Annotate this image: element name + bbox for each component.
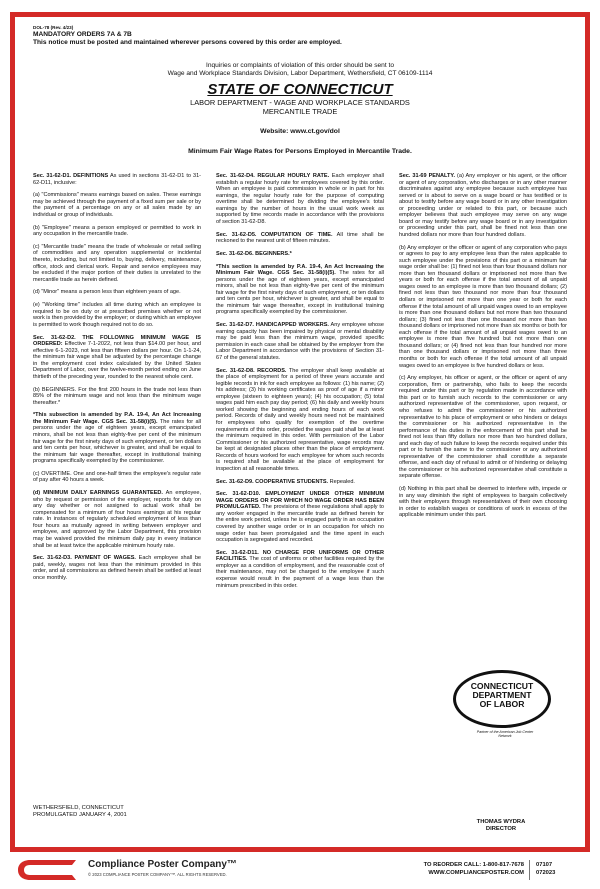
section-text: Each employer shall establish a regular hourly rate for employees covered by this order. When an employee is paid commission in whole or in part for his earnings, the regular hourly rate for the purpose of computing overtime shall be determined by dividing the employee's total earnings by the number of hours in the usual work week as supported by time records made in accordance with the provisions of section 31-62-D8.: [216, 173, 384, 225]
section-text: (e) "Working time" includes all time during which an employee is required to be on duty or at prescribed premises whether or not work is then provided by the employer; or during which an employee is permitted to work though required not to do so.: [33, 302, 201, 328]
copyright: © 2023 COMPLIANCE POSTER COMPANY™. ALL RIGHTS RESERVED.: [88, 872, 227, 877]
inquiries-line-2: Wage and Workplace Standards Division, Labor Department, Wethersfield, CT 06109-1114: [167, 70, 433, 77]
trade-name: MERCANTILE TRADE: [262, 107, 338, 116]
posting-notice: This notice must be posted and maintained wherever persons covered by this order are employed.: [33, 39, 342, 46]
section-text: Each employee shall be paid, weekly, wages not less than the minimum provided in this order, and all commissions as defined herein shall be settled at least once monthly.: [33, 555, 201, 581]
section-text: The employer shall keep available at the place of employment for a period of three years accurate and legible records in ink for each employee as follows: (1) his name; (2) his address; (3) his working certificates as proof of age if a minor employee (sixteen to eighteen years); (4) his occupation; (5) total wages paid him each pay day period; (6) his daily and weekly hours worked showing the beginning and ending hours of each work period. Records of daily and weekly hours need not be maintained for employees who qualify for exemption of the overtime requirements of this order, provided the wages paid shall be at least the minimum required in this order. With permission of the Labor Commissioner or his authorized representative, wage records may be kept at designated places other than the place of employment. Records of hours worked for each employee for whom such records is required shall be available at the place of employment for inspection at all reasonable times.: [216, 367, 385, 472]
company-name: Compliance Poster Company™: [88, 859, 237, 870]
director-title: DIRECTOR: [485, 826, 517, 832]
section-text: (c) Any employer, his officer or agent, or the officer or agent of any corporation, firm or partnership, who fails to keep the records required under this part or by regulation made in accordance with this part or to furnish such records to the commissioner or any authorized representative of the commissioner, upon request, or who refuses to admit the commissioner or his authorized representative to his place of employment or who hinders or delays the commissioner or his authorized representative in the performance of his duties in the enforcement of this part shall be fined not less than fifty dollars nor more than two hundred dollars, and each day of such failure to keep the records required under this part or to furnish the same to the commissioner or any authorized representative of the commissioner shall constitute a separate offense, and each day of refusal to admit or of hindering or delaying the commissioner or his authorized representative shall constitute a separate offense.: [399, 375, 567, 480]
section-heading: Sec. 31-62-D9. COOPERATIVE STUDENTS.: [216, 478, 329, 485]
section-text: (d) "Minor" means a person less than eighteen years of age.: [33, 289, 181, 296]
section-heading: Sec. 31-62-D1. DEFINITIONS: [33, 173, 109, 179]
col1-paragraph: [33, 225, 201, 238]
col2-paragraph: [216, 173, 384, 225]
col1-paragraph: [33, 471, 201, 484]
section-heading: Sec. 31-62-D11. NO CHARGE FOR UNIFORMS OR OTHER FACILITIES.: [216, 549, 384, 563]
column-2: [216, 173, 384, 595]
section-heading: (d) MINIMUM DAILY EARNINGS GUARANTEED.: [33, 490, 163, 497]
form-number: DOL-78 (Rev. 4/23): [33, 25, 74, 30]
col2-paragraph: [216, 491, 384, 543]
subtitle: Minimum Fair Wage Rates for Persons Employed in Mercantile Trade.: [188, 148, 412, 155]
section-heading: Sec. 31-62-D7. HANDICAPPED WORKERS.: [216, 322, 329, 329]
col3-paragraph: [399, 245, 567, 369]
section-text: Any employee whose earning capacity has been impaired by physical or mental disability may be paid less than the minimum wage, provided specific permission in each case shall be obtained by the employer from the Labor Department in accordance with the provisions of Section 31-67 of the general statutes.: [216, 322, 384, 361]
department-name: LABOR DEPARTMENT - WAGE AND WORKPLACE STANDARDS: [190, 98, 410, 107]
column-3: [399, 173, 567, 525]
mandatory-orders: MANDATORY ORDERS 7A & 7B: [33, 31, 132, 38]
col3-paragraph: [399, 486, 567, 519]
logo-line-2: DEPARTMENT: [472, 690, 532, 700]
logo-tagline: Partner of the American Job Center Network: [476, 730, 534, 738]
col3-paragraph: [399, 173, 567, 238]
reorder-web: WWW.COMPLIANCEPOSTER.COM: [428, 869, 524, 876]
reorder-info: [380, 862, 524, 877]
section-text: The rates for all persons under the age of eighteen years, except emancipated minors, shall be not less than eighty-five per cent of the minimum fair wage for the first ninety days of such employment, or ten dollars and ten cents per hour, whichever is greater, and shall be equal to the minimum fair wage thereafter, except in institutional training programs specifically exempted by the commissioner.: [33, 418, 201, 465]
text-columns: [33, 173, 567, 713]
section-heading: *This subsection is amended by P.A. 19-4, An Act Increasing the Minimum Fair Wage. CGS Sec. 31-58(i)(5).: [33, 412, 201, 425]
column-1: [33, 173, 201, 588]
col1-paragraph: [33, 412, 201, 464]
ct-dol-logo: [453, 670, 551, 742]
section-text: (d) Nothing in this part shall be deemed to interfere with, impede or in any way diminish the right of employees to bargain collectively with their employers through representatives of their own choosing in order to establish wages or conditions of work in excess of the applicable minimum under this part.: [399, 486, 567, 519]
section-heading: Sec. 31-62-D4. REGULAR HOURLY RATE.: [216, 173, 330, 179]
poster-border: [10, 12, 590, 852]
col1-paragraph: [33, 173, 201, 186]
section-text: (b) BEGINNERS. For the first 200 hours in the trade not less than 85% of the minimum wage and not less than the minimum wage thereafter.*: [33, 386, 201, 406]
logo-line-3: OF LABOR: [479, 699, 525, 709]
section-heading: *This section is amended by P.A. 19-4, An Act Increasing the Minimum Fair Wage. CGS Sec. 31-58(i)(5).: [216, 263, 384, 277]
website-line: Website: www.ct.gov/dol: [260, 128, 340, 135]
poster-code: 07107: [536, 862, 553, 868]
svg-text:CPC: CPC: [30, 865, 52, 877]
cpc-logo-icon: [16, 859, 78, 881]
logo-line-1: CONNECTICUT: [470, 681, 534, 691]
section-text: An employee, who by request or permission of the employer, reports for duty on any day whether or not assigned to actual work shall be compensated for a minimum of four hours earnings at his regular rate. In instances of regularly scheduled employment of less than four hours as mutually agreed in writing between employer and employee, and approved by the Labor Department, this provision may be waived provided the minimum daily pay in every instance shall be at least twice the applicable minimum hourly rate.: [33, 490, 201, 549]
promulgated-line: PROMULGATED JANUARY 4, 2001: [33, 812, 127, 818]
state-title: STATE OF CONNECTICUT: [207, 81, 393, 98]
bottom-bar: [0, 852, 600, 889]
col2-paragraph: [216, 550, 384, 589]
col1-paragraph: [33, 387, 201, 407]
col3-paragraph: [399, 375, 567, 480]
col2-paragraph: [216, 368, 384, 473]
signature-block: [445, 819, 557, 833]
director-name: THOMAS WYDRA: [476, 819, 526, 825]
reorder-phone: TO REORDER CALL: 1-800-817-7678: [423, 862, 524, 868]
col2-paragraph: [216, 264, 384, 316]
section-text: (a) Any employer or his agent, or the officer or agent of any corporation, who discharges or in any other manner discriminates against any employee because such employee has served or is about to serve on a wage board or has testified or is about to testify before any wage board or in any other investigation or proceeding under or related to this part, or because such employer believes that such employee may serve on any wage board or may testify before any wage board or in any investigation or proceeding under this part, shall be fined not less than one hundred dollars nor more than four hundred dollars.: [399, 173, 567, 238]
col2-paragraph: [216, 251, 384, 258]
revision-code: 072023: [536, 869, 556, 876]
section-heading: Sec. 31-69 PENALTY.: [399, 173, 456, 179]
col1-paragraph: [33, 244, 201, 283]
col1-paragraph: [33, 490, 201, 549]
col1-paragraph: [33, 555, 201, 581]
section-text: All time shall be reckoned to the nearest unit of fifteen minutes.: [216, 231, 384, 245]
col2-paragraph: [216, 232, 384, 245]
poster-content: [33, 25, 567, 832]
section-text: (a) "Commissions" means earnings based on sales. These earnings may be achieved through the payment of a fixed sum per sale or by the payment of a percentage on any or all sales made by an individual or group of individuals.: [33, 192, 201, 218]
section-text: Effective 7-1-2022, not less than $14.00 per hour, and effective 6-1-2023, not less than fifteen dollars per hour. On 1-1-24, the minimum fair wage shall be adjusted by the percentage change in the employment cost index calculated by the United States Department of Labor, over the twelve-month period ending on June thirtieth of the preceding year, rounded to the nearest whole cent.: [33, 341, 201, 380]
section-text: (c) OVERTIME. One and one-half times the employee's regular rate of pay after 40 hours a week.: [33, 470, 201, 484]
section-heading: Sec. 31-62-D5. COMPUTATION OF TIME.: [216, 231, 333, 238]
section-heading: Sec. 31-62-D2. THE FOLLOWING MINIMUM WAGE IS ORDERED:: [33, 334, 201, 348]
col2-paragraph: [216, 479, 384, 486]
section-text: (c) "Mercantile trade" means the trade of wholesale or retail selling of commodities and any operation supplemental or incidental thereto, including, but not limited to, buying, delivery, maintenance, office, stock and clerical work. Repair and service employees may be excluded if the major portion of their duties is unrelated to the mercantile trade as herein defined.: [33, 243, 201, 283]
section-text: As used in sections 31-62-D1 to 31-62-D11, inclusive:: [33, 173, 201, 186]
section-text: (b) "Employee" means a person employed or permitted to work in any occupation in the mercantile trade.: [33, 224, 201, 238]
col1-paragraph: [33, 289, 201, 296]
ct-dol-logo-oval: [453, 670, 551, 728]
section-heading: Sec. 31-62-D6. BEGINNERS.*: [216, 250, 292, 257]
col2-paragraph: [216, 322, 384, 361]
promulgation-info: [33, 805, 127, 819]
section-text: The provisions of these regulations shall apply to any worker engaged in the mercantile trade as defined herein for the entire work period, unless he is engaged partly in an occupation covered by another wage order or in an occupation for which no wage order has been promulgated and the time spent in each occupation is segregated and recorded.: [216, 504, 384, 544]
poster-codes: [536, 862, 555, 877]
section-text: (b) Any employer or the officer or agent of any corporation who pays or agrees to pay to any employee less than the rates applicable to such employee under the provisions of this part or a minimum fair wage order shall be: (1) fined not less than four thousand dollars nor more than ten thousand dollars or imprisoned not more than five years or both for each offense if the total amount of all unpaid wages owed to an employee is more than two thousand dollars; (2) fined not less than two thousand nor more than four thousand dollars or imprisoned not more than one year or both for each offense if the total amount of all unpaid wages owed to an employee is more than one thousand dollars but not more than two thousand dollars; (3) fined not less than one thousand nor more than two thousand dollars or imprisoned not more than six months or both for each offense if the total amount of all unpaid wages owed to an employee is more than five hundred but not more than one thousand dollars; or (4) fined not less than four hundred nor more than one thousand dollars or imprisoned not more than three months or both for each offense if the total amount of all unpaid wages owed to an employee is five hundred dollars or less.: [399, 244, 567, 369]
section-text: The rates for all persons under the age of eighteen years, except emancipated minors, shall be not less than eighty-five per cent of the minimum fair wage for the first ninety days of such employment, or ten dollars and ten cents per hour, whichever is greater, and shall be equal to the minimum fair wage thereafter, except in institutional training programs specifically exempted by the commissioner.: [216, 270, 384, 316]
city-line: WETHERSFIELD, CONNECTICUT: [33, 805, 124, 811]
col1-paragraph: [33, 192, 201, 218]
col1-paragraph: [33, 335, 201, 381]
section-text: The cost of uniforms or other facilities required by the employer as a condition of employment, and the reasonable cost of their maintenance, may not be charged to the employee if such expense would result in the payment of a wage less than the minimum prescribed in this order.: [216, 556, 384, 589]
section-heading: Sec. 31-62-D10. EMPLOYMENT UNDER OTHER MINIMUM WAGE ORDERS OR FOR WHICH NO WAGE ORDER HAS BEEN PROMULGATED.: [216, 491, 384, 511]
section-heading: Sec. 31-62-D8. RECORDS.: [216, 367, 287, 374]
col1-paragraph: [33, 302, 201, 328]
section-text: Repealed.: [328, 478, 355, 485]
inquiries-line-1: Inquiries or complaints of violation of this order should be sent to: [205, 62, 395, 69]
section-heading: Sec. 31-62-D3. PAYMENT OF WAGES.: [33, 555, 136, 562]
divider: [529, 860, 530, 880]
